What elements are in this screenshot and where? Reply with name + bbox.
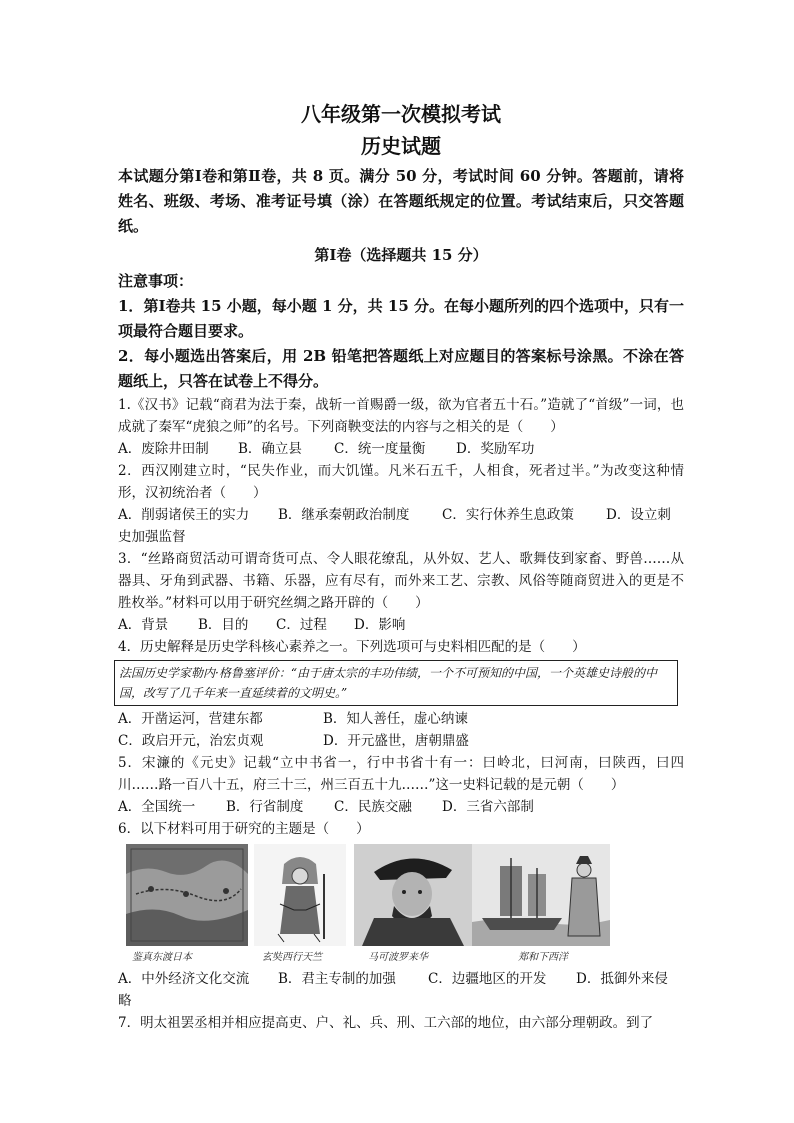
q4-option-a: A．开凿运河，营建东都: [118, 711, 263, 727]
question-2-stem: 2．西汉刚建立时，“民失作业，而大饥馑。凡米石五千，人相食，死者过半。”为改变这种情形，汉初统治者（ ）: [118, 463, 684, 501]
q6-option-c: C．边疆地区的开发: [428, 971, 547, 987]
caption-jianzhen: 鉴真东渡日本: [132, 952, 192, 963]
caption-marco-polo: 马可波罗来华: [368, 952, 428, 963]
q4-source-quote: 法国历史学家勒内·格鲁塞评价：“由于唐太宗的丰功伟绩，一个不可预知的中国，一个英雄史诗般的中国，改写了几千年来一直延续着的文明史。”: [114, 660, 678, 706]
notes-label: 注意事项：: [118, 272, 194, 290]
question-6-options: [118, 968, 684, 990]
marco-polo-image: [354, 844, 472, 946]
q3-option-a: A．背景: [118, 617, 169, 633]
xuanzang-image: [254, 844, 346, 946]
q2-option-d-continued: 史加强监督: [118, 529, 186, 545]
q4-option-b: B．知人善任，虚心纳谏: [323, 711, 468, 727]
q3-option-b: B．目的: [198, 617, 249, 633]
q2-option-a: A．削弱诸侯王的实力: [118, 507, 250, 523]
q1-option-c: C．统一度量衡: [334, 441, 426, 457]
question-3-stem: 3．“丝路商贸活动可谓奇货可点、令人眼花缭乱，从外奴、艺人、歌舞伎到家畜、野兽……从器具、牙角到武器、书籍、乐器，应有尽有，而外来工艺、宗教、风俗等随商贸进入的更是不胜枚举。”材料可以用于研究丝绸之路开辟的（ ）: [118, 551, 684, 611]
question-4-options: [118, 708, 684, 752]
q3-option-c: C．过程: [276, 617, 327, 633]
q1-option-b: B．确立县: [238, 441, 302, 457]
question-6-stem: 6．以下材料可用于研究的主题是（ ）: [118, 821, 370, 837]
q1-option-d: D．奖励军功: [456, 441, 535, 457]
q2-option-d: D．设立刺: [606, 507, 671, 523]
question-5-options: [118, 796, 684, 818]
question-1-stem: 1.《汉书》记载“商君为法于秦，战斩一首赐爵一级，欲为官者五十石。”造就了“首级”一词，也成就了秦军“虎狼之师”的名号。下列商鞅变法的内容与之相关的是（ ）: [118, 397, 684, 435]
q2-option-c: C．实行休养生息政策: [442, 507, 574, 523]
question-2-options: [118, 504, 684, 526]
q2-option-b: B．继承秦朝政治制度: [278, 507, 410, 523]
q6-option-a: A．中外经济文化交流: [118, 971, 250, 987]
q5-option-a: A．全国统一: [118, 799, 196, 815]
exam-subject: 历史试题: [361, 134, 441, 158]
q3-option-d: D．影响: [354, 617, 406, 633]
q5-option-b: B．行省制度: [226, 799, 304, 815]
q4-option-c: C．政启开元，治宏贞观: [118, 733, 264, 749]
caption-zheng-he: 郑和下西洋: [518, 952, 568, 963]
note-1: 1．第Ⅰ卷共 15 小题，每小题 1 分，共 15 分。在每小题所列的四个选项中，只有一项最符合题目要求。: [118, 297, 684, 340]
q4-option-d: D．开元盛世，唐朝鼎盛: [323, 733, 469, 749]
q6-option-d: D．抵御外来侵: [576, 971, 668, 987]
jianzhen-map-image: [126, 844, 248, 946]
q1-option-a: A．废除井田制: [118, 441, 209, 457]
q6-image-strip: [118, 844, 684, 966]
exam-intro: 本试题分第Ⅰ卷和第Ⅱ卷，共 8 页。满分 50 分，考试时间 60 分钟。答题前，请将姓名、班级、考场、准考证号填（涂）在答题纸规定的位置。考试结束后，只交答题纸。: [118, 167, 684, 235]
section-title: 第Ⅰ卷（选择题共 15 分）: [314, 246, 488, 264]
question-1-options: [118, 438, 684, 460]
q5-option-d: D．三省六部制: [442, 799, 534, 815]
q6-option-b: B．君主专制的加强: [278, 971, 396, 987]
question-7-stem: 7．明太祖罢丞相并相应提高吏、户、礼、兵、刑、工六部的地位，由六部分理朝政。到了: [118, 1015, 654, 1031]
question-4-stem: 4．历史解释是历史学科核心素养之一。下列选项可与史料相匹配的是（ ）: [118, 639, 586, 655]
exam-title: 八年级第一次模拟考试: [301, 102, 501, 126]
note-2: 2．每小题选出答案后，用 2B 铅笔把答题纸上对应题目的答案标号涂黑。不涂在答题纸上，只答在试卷上不得分。: [118, 347, 684, 390]
question-3-options: [118, 614, 684, 636]
zheng-he-image: [472, 844, 610, 946]
caption-xuanzang: 玄奘西行天竺: [262, 952, 322, 963]
q5-option-c: C．民族交融: [334, 799, 412, 815]
question-5-stem: 5．宋濂的《元史》记载“立中书省一，行中书省十有一：曰岭北，曰河南，曰陕西，曰四川……路一百八十五，府三十三，州三百五十九……”这一史料记载的是元朝（ ）: [118, 755, 684, 793]
q6-option-d-continued: 略: [118, 993, 132, 1009]
exam-page: [118, 100, 684, 1034]
